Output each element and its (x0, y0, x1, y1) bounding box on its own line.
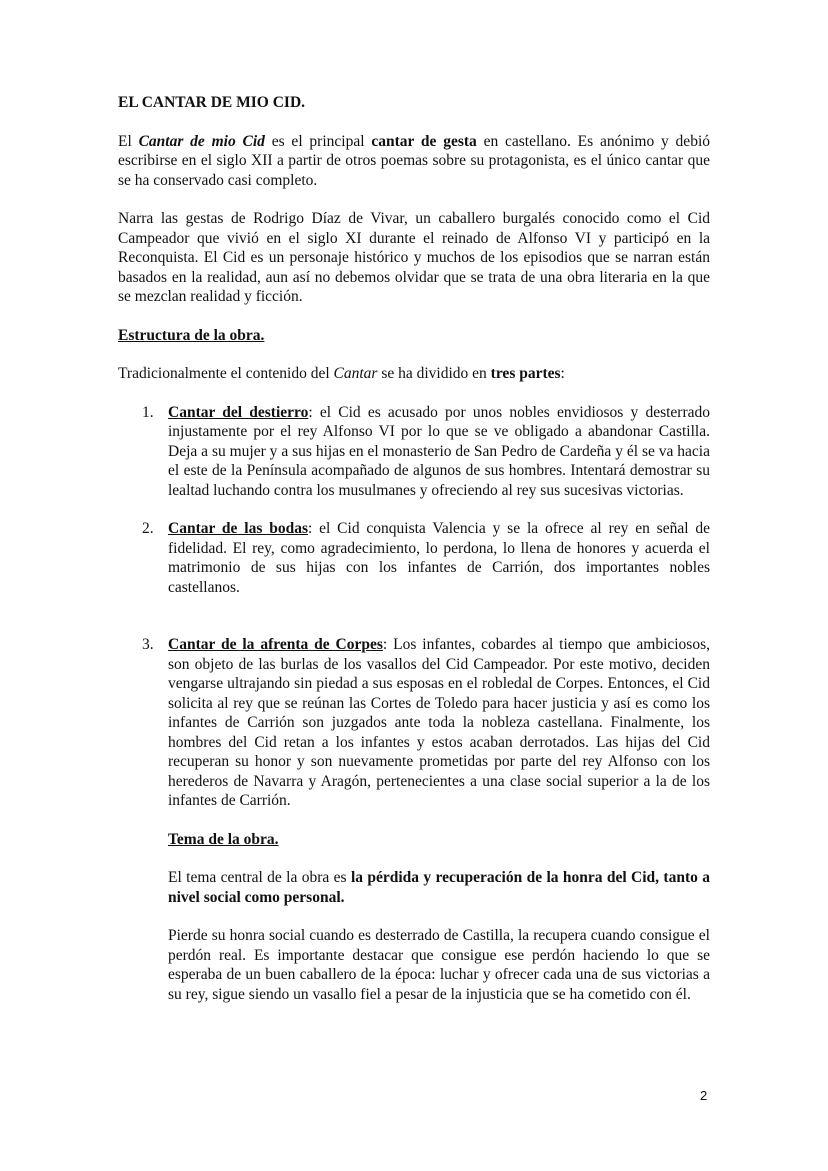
part-text: : el Cid es acusado por unos nobles envidiosos y desterrado injustamente por el rey Alfonso VI por lo que se ve obligado a abandonar Castilla. Deja a su mujer y a sus hijas en el monasterio de San Pedro de Cardeña y él se va hacia el este de la Península acompañado de algunos de sus hombres. Intentará demostrar su lealtad luchando contra los musulmanes y ofreciendo al rey sus sucesivas victorias. (168, 403, 710, 499)
list-item (118, 403, 710, 501)
list-number: 1. (142, 403, 154, 421)
intro-work-title: Cantar de mio Cid (138, 132, 265, 150)
intro-text-3: en castellano. Es anónimo y debió escribirse en el siglo XII a partir de otros poemas sobre su protagonista, es el único cantar que se ha conservado casi completo. (118, 132, 710, 189)
parts-list (118, 403, 710, 811)
structure-lead (118, 364, 710, 384)
document-page (118, 93, 710, 1023)
intro-text-2: es el principal (264, 132, 372, 150)
list-number: 3. (142, 636, 154, 653)
structure-lead-text-2: se ha dividido en (377, 365, 491, 382)
list-number: 2. (142, 520, 154, 537)
summary-paragraph: Narra las gestas de Rodrigo Díaz de Vivar, un caballero burgalés conocido como el Cid Campeador que vivió en el siglo XI durante el reinado de Alfonso VI y participó en la Reconquista. El Cid es un personaje histórico y muchos de los episodios que se narran están basados en la realidad, aun así no debemos olvidar que se trata de una obra literaria en la que se mezclan realidad y ficción. (118, 210, 710, 305)
structure-lead-italic: Cantar (333, 365, 378, 382)
document-title: EL CANTAR DE MIO CID. (118, 94, 306, 111)
structure-lead-text-3: : (560, 365, 565, 382)
intro-genre: cantar de gesta (371, 132, 477, 150)
list-item (118, 519, 710, 597)
theme-lead-text: El tema central de la obra es (168, 869, 351, 886)
part-heading: Cantar de las bodas (168, 520, 308, 537)
part-heading: Cantar de la afrenta de Corpes (168, 636, 383, 653)
intro-paragraph (118, 132, 710, 191)
structure-lead-text-1: Tradicionalmente el contenido del (118, 365, 334, 382)
theme-paragraph: Pierde su honra social cuando es desterrado de Castilla, la recupera cuando consigue el perdón real. Es importante destacar que consigue ese perdón haciendo lo que se esperaba de un buen caballero de la época: luchar y ofrecer cada una de sus victorias a su rey, sigue siendo un vasallo fiel a pesar de la injusticia que se ha cometido con él. (168, 927, 710, 1003)
list-item (118, 635, 710, 811)
page-number: 2 (700, 1088, 708, 1103)
part-heading: Cantar del destierro (168, 403, 309, 421)
intro-text-1: El (118, 132, 139, 150)
theme-heading: Tema de la obra. (168, 830, 279, 848)
theme-lead (118, 868, 710, 907)
part-text: : Los infantes, cobardes al tiempo que ambiciosos, son objeto de las burlas de los vasallos del Cid Campeador. Por este motivo, deciden vengarse ultrajando sin piedad a sus esposas en el robledal de Corpes. Entonces, el Cid solicita al rey que se reúnan las Cortes de Toledo para hacer justicia y así es como los infantes de Carrión son juzgados ante toda la nobleza castellana. Finalmente, los hombres del Cid retan a los infantes y estos acaban derrotados. Las hijas del Cid recuperan su honor y son nuevamente prometidas por parte del rey Alfonso con los herederos de Navarra y Aragón, pertenecientes a una clase social superior a la de los infantes de Carrión. (168, 636, 710, 809)
part-text: : el Cid conquista Valencia y se la ofrece al rey en señal de fidelidad. El rey, como agradecimiento, lo perdona, lo llena de honores y acuerda el matrimonio de sus hijas con los infantes de Carrión, dos importantes nobles castellanos. (168, 520, 711, 596)
theme-bold: la pérdida y recuperación de la honra del Cid, tanto a nivel social como personal. (168, 869, 710, 906)
structure-lead-bold: tres partes (490, 365, 561, 382)
structure-heading: Estructura de la obra. (118, 326, 265, 344)
